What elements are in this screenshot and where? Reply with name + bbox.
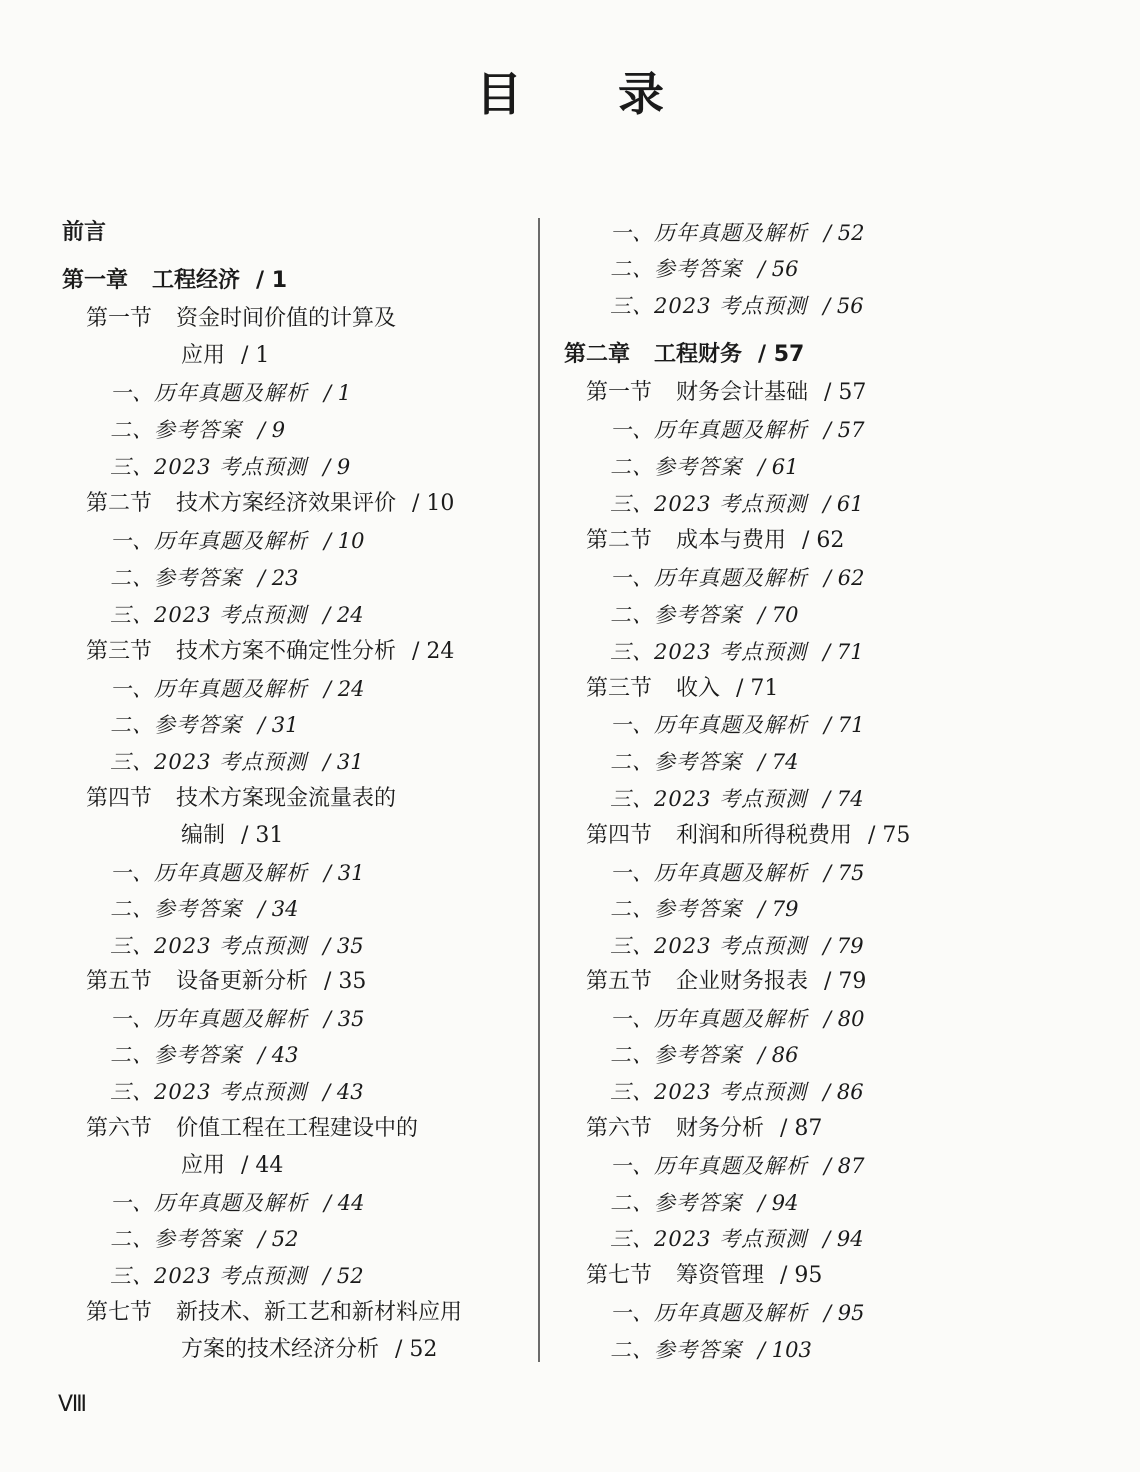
toc-page-number: / 87 xyxy=(780,1116,823,1141)
toc-page-number: / 43 xyxy=(258,1043,299,1067)
toc-subsection xyxy=(110,710,298,740)
toc-label: 第四节 xyxy=(586,823,653,848)
page-title xyxy=(0,58,1140,124)
toc-label: 第六节 xyxy=(86,1116,153,1141)
toc-page-number: / 94 xyxy=(823,1227,864,1251)
toc-subsection xyxy=(610,931,864,961)
toc-label: 第七节 xyxy=(586,1263,653,1288)
toc-title: 一、历年真题及解析 xyxy=(110,1191,308,1215)
toc-subsection xyxy=(110,1261,364,1291)
toc-page-number: / 24 xyxy=(324,677,365,701)
toc-section xyxy=(86,1114,418,1144)
toc-subsection xyxy=(110,526,364,556)
toc-subsection xyxy=(610,1151,864,1181)
toc-subsection xyxy=(610,1298,864,1328)
toc-title: 二、参考答案 xyxy=(110,897,242,921)
toc-page-number: / 1 xyxy=(256,268,288,293)
toc-subsection xyxy=(610,747,798,777)
toc-page-number: / 71 xyxy=(823,640,864,664)
toc-page-number: / 31 xyxy=(241,823,284,848)
toc-title: 三、2023 考点预测 xyxy=(610,492,808,516)
toc-page-number: / 57 xyxy=(758,342,805,367)
toc-page-number: / 44 xyxy=(324,1191,365,1215)
toc-subsection xyxy=(610,784,864,814)
toc-section xyxy=(181,341,269,371)
toc-label: 第一节 xyxy=(86,306,153,331)
toc-page-number: / 95 xyxy=(780,1263,823,1288)
toc-page-number: / 52 xyxy=(395,1337,438,1362)
toc-label: 第二节 xyxy=(586,528,653,553)
toc-page-number: / 9 xyxy=(258,418,286,442)
toc-page-number: / 35 xyxy=(323,934,364,958)
toc-title: 三、2023 考点预测 xyxy=(610,640,808,664)
toc-page-number: / 31 xyxy=(258,713,299,737)
toc-section xyxy=(586,674,778,704)
toc-section xyxy=(86,967,366,997)
toc-page-number: / 86 xyxy=(758,1043,799,1067)
toc-page-number: / 52 xyxy=(258,1227,299,1251)
toc-title: 一、历年真题及解析 xyxy=(610,713,808,737)
toc-page-number: / 95 xyxy=(824,1301,865,1325)
toc-section xyxy=(586,1261,822,1291)
toc-title: 一、历年真题及解析 xyxy=(610,221,808,245)
toc-page-number: / 35 xyxy=(324,969,367,994)
toc-section xyxy=(181,1151,283,1181)
toc-subsection xyxy=(110,931,364,961)
toc-section xyxy=(86,304,396,334)
toc-section xyxy=(86,1298,462,1328)
toc-title: 三、2023 考点预测 xyxy=(610,1080,808,1104)
toc-page-number: / 94 xyxy=(758,1191,799,1215)
toc-subsection xyxy=(110,1040,298,1070)
toc-title: 二、参考答案 xyxy=(110,566,242,590)
toc-title: 三、2023 考点预测 xyxy=(110,1080,308,1104)
toc-label: 第一章 xyxy=(62,268,129,293)
toc-title: 二、参考答案 xyxy=(610,455,742,479)
toc-title: 一、历年真题及解析 xyxy=(610,418,808,442)
toc-title: 一、历年真题及解析 xyxy=(110,861,308,885)
toc-page-number: / 61 xyxy=(758,455,799,479)
toc-page-number: / 43 xyxy=(323,1080,364,1104)
toc-page-number: / 1 xyxy=(324,381,352,405)
toc-title: 收入 xyxy=(676,676,721,701)
toc-page-number: / 10 xyxy=(324,529,365,553)
toc-title: 技术方案现金流量表的 xyxy=(176,786,397,811)
toc-label: 第六节 xyxy=(586,1116,653,1141)
toc-page-number: / 57 xyxy=(824,380,867,405)
toc-page-number: / 87 xyxy=(824,1154,865,1178)
toc-title: 三、2023 考点预测 xyxy=(610,787,808,811)
toc-subsection xyxy=(110,674,364,704)
toc-title: 财务会计基础 xyxy=(676,380,809,405)
toc-title: 二、参考答案 xyxy=(610,1043,742,1067)
toc-label: 第四节 xyxy=(86,786,153,811)
toc-title: 资金时间价值的计算及 xyxy=(176,306,397,331)
toc-page-number: / 70 xyxy=(758,603,799,627)
toc-title: 工程财务 xyxy=(654,342,743,367)
toc-label: 第五节 xyxy=(586,969,653,994)
toc-subsection xyxy=(610,1335,812,1365)
toc-page-number: / 75 xyxy=(824,861,865,885)
toc-subsection xyxy=(610,489,864,519)
toc-subsection xyxy=(610,254,798,284)
toc-title: 利润和所得税费用 xyxy=(676,823,853,848)
toc-page-number: / 86 xyxy=(823,1080,864,1104)
toc-title: 技术方案经济效果评价 xyxy=(176,491,397,516)
toc-title: 二、参考答案 xyxy=(610,257,742,281)
toc-subsection xyxy=(610,218,864,248)
toc-page-number: / 56 xyxy=(823,294,864,318)
toc-subsection xyxy=(110,563,298,593)
toc-title: 三、2023 考点预测 xyxy=(110,455,308,479)
toc-page-number: / 56 xyxy=(758,257,799,281)
toc-page-number: / 9 xyxy=(323,455,351,479)
toc-subsection xyxy=(610,1004,864,1034)
toc-page-number: / 79 xyxy=(824,969,867,994)
toc-title: 应用 xyxy=(181,343,226,368)
toc-subsection xyxy=(110,1224,298,1254)
toc-label: 第二章 xyxy=(564,342,631,367)
toc-label: 第二节 xyxy=(86,491,153,516)
toc-label: 第五节 xyxy=(86,969,153,994)
toc-page-number: / 52 xyxy=(323,1264,364,1288)
toc-title: 三、2023 考点预测 xyxy=(110,934,308,958)
page-title-char-2: 录 xyxy=(618,67,664,121)
toc-page-number: / 10 xyxy=(412,491,455,516)
toc-title: 筹资管理 xyxy=(676,1263,765,1288)
toc-subsection xyxy=(110,378,351,408)
toc-title: 一、历年真题及解析 xyxy=(110,529,308,553)
toc-subsection xyxy=(110,452,350,482)
toc-subsection xyxy=(110,747,364,777)
toc-section xyxy=(586,1114,822,1144)
toc-subsection xyxy=(610,710,864,740)
toc-title: 一、历年真题及解析 xyxy=(110,677,308,701)
toc-section xyxy=(586,967,866,997)
toc-section xyxy=(86,489,454,519)
toc-subsection xyxy=(610,563,864,593)
toc-page-number: / 74 xyxy=(823,787,864,811)
toc-page-number: / 74 xyxy=(758,750,799,774)
toc-label: 第三节 xyxy=(86,639,153,664)
toc-title: 三、2023 考点预测 xyxy=(110,750,308,774)
toc-page-number: / 57 xyxy=(824,418,865,442)
toc-title: 三、2023 考点预测 xyxy=(610,1227,808,1251)
toc-chapter xyxy=(62,218,106,248)
toc-title: 三、2023 考点预测 xyxy=(610,294,808,318)
toc-page-number: / 80 xyxy=(824,1007,865,1031)
toc-title: 价值工程在工程建设中的 xyxy=(176,1116,419,1141)
toc-title: 三、2023 考点预测 xyxy=(610,934,808,958)
toc-subsection xyxy=(110,415,285,445)
toc-title: 企业财务报表 xyxy=(676,969,809,994)
toc-subsection xyxy=(610,600,798,630)
toc-title: 三、2023 考点预测 xyxy=(110,1264,308,1288)
toc-subsection xyxy=(610,1224,864,1254)
toc-subsection xyxy=(610,1188,798,1218)
toc-section xyxy=(181,821,283,851)
toc-section xyxy=(586,526,844,556)
toc-section xyxy=(86,637,454,667)
toc-title: 一、历年真题及解析 xyxy=(110,381,308,405)
toc-title: 一、历年真题及解析 xyxy=(610,861,808,885)
toc-label: 第一节 xyxy=(586,380,653,405)
toc-chapter xyxy=(564,340,804,370)
toc-page-number: / 35 xyxy=(324,1007,365,1031)
toc-section xyxy=(586,821,910,851)
toc-page-number: / 61 xyxy=(823,492,864,516)
page-title-char-1: 目 xyxy=(476,67,522,121)
toc-page-number: / 79 xyxy=(823,934,864,958)
toc-subsection xyxy=(110,600,364,630)
toc-subsection xyxy=(610,858,864,888)
toc-subsection xyxy=(610,291,864,321)
toc-title: 二、参考答案 xyxy=(110,1227,242,1251)
toc-title: 工程经济 xyxy=(152,268,241,293)
toc-title: 二、参考答案 xyxy=(110,1043,242,1067)
toc-page-number: / 103 xyxy=(758,1338,812,1362)
toc-label: 第三节 xyxy=(586,676,653,701)
toc-page-number: / 31 xyxy=(323,750,364,774)
toc-page-number: / 62 xyxy=(824,566,865,590)
toc-title: 编制 xyxy=(181,823,226,848)
toc-page-number: / 23 xyxy=(258,566,299,590)
toc-section xyxy=(586,378,866,408)
toc-page-number: / 79 xyxy=(758,897,799,921)
toc-title: 一、历年真题及解析 xyxy=(610,1154,808,1178)
toc-subsection xyxy=(110,1004,364,1034)
toc-page-number: / 44 xyxy=(241,1153,284,1178)
toc-subsection xyxy=(610,894,798,924)
toc-subsection xyxy=(110,858,364,888)
toc-chapter xyxy=(62,266,287,296)
toc-subsection xyxy=(110,1077,364,1107)
toc-section xyxy=(86,784,396,814)
toc-title: 二、参考答案 xyxy=(610,603,742,627)
toc-title: 三、2023 考点预测 xyxy=(110,603,308,627)
toc-page-number: / 31 xyxy=(324,861,365,885)
toc-title: 一、历年真题及解析 xyxy=(610,1301,808,1325)
toc-subsection xyxy=(110,1188,364,1218)
toc-title: 新技术、新工艺和新材料应用 xyxy=(176,1300,463,1325)
toc-subsection xyxy=(610,1040,798,1070)
toc-title: 应用 xyxy=(181,1153,226,1178)
toc-title: 二、参考答案 xyxy=(610,897,742,921)
toc-page-number: / 71 xyxy=(824,713,865,737)
page-number: Ⅷ xyxy=(58,1392,87,1417)
toc-page-number: / 24 xyxy=(412,639,455,664)
toc-subsection xyxy=(610,1077,864,1107)
toc-title: 方案的技术经济分析 xyxy=(181,1337,380,1362)
toc-page-number: / 34 xyxy=(258,897,299,921)
toc-title: 二、参考答案 xyxy=(610,750,742,774)
toc-title: 一、历年真题及解析 xyxy=(610,1007,808,1031)
toc-title: 一、历年真题及解析 xyxy=(610,566,808,590)
toc-title: 二、参考答案 xyxy=(110,418,242,442)
toc-title: 二、参考答案 xyxy=(110,713,242,737)
toc-page-number: / 52 xyxy=(824,221,865,245)
toc-title: 二、参考答案 xyxy=(610,1191,742,1215)
toc-page-number: / 1 xyxy=(241,343,270,368)
column-divider xyxy=(538,218,540,1362)
toc-title: 技术方案不确定性分析 xyxy=(176,639,397,664)
toc-title: 二、参考答案 xyxy=(610,1338,742,1362)
toc-section xyxy=(181,1335,437,1365)
toc-title: 前言 xyxy=(62,220,107,245)
toc-subsection xyxy=(610,452,798,482)
toc-subsection xyxy=(610,415,864,445)
toc-page-number: / 75 xyxy=(868,823,911,848)
toc-label: 第七节 xyxy=(86,1300,153,1325)
toc-subsection xyxy=(610,637,864,667)
toc-page-number: / 71 xyxy=(736,676,779,701)
toc-title: 成本与费用 xyxy=(676,528,787,553)
toc-title: 设备更新分析 xyxy=(176,969,309,994)
toc-title: 一、历年真题及解析 xyxy=(110,1007,308,1031)
toc-page-number: / 62 xyxy=(802,528,845,553)
toc-page-number: / 24 xyxy=(323,603,364,627)
toc-subsection xyxy=(110,894,298,924)
toc-title: 财务分析 xyxy=(676,1116,765,1141)
